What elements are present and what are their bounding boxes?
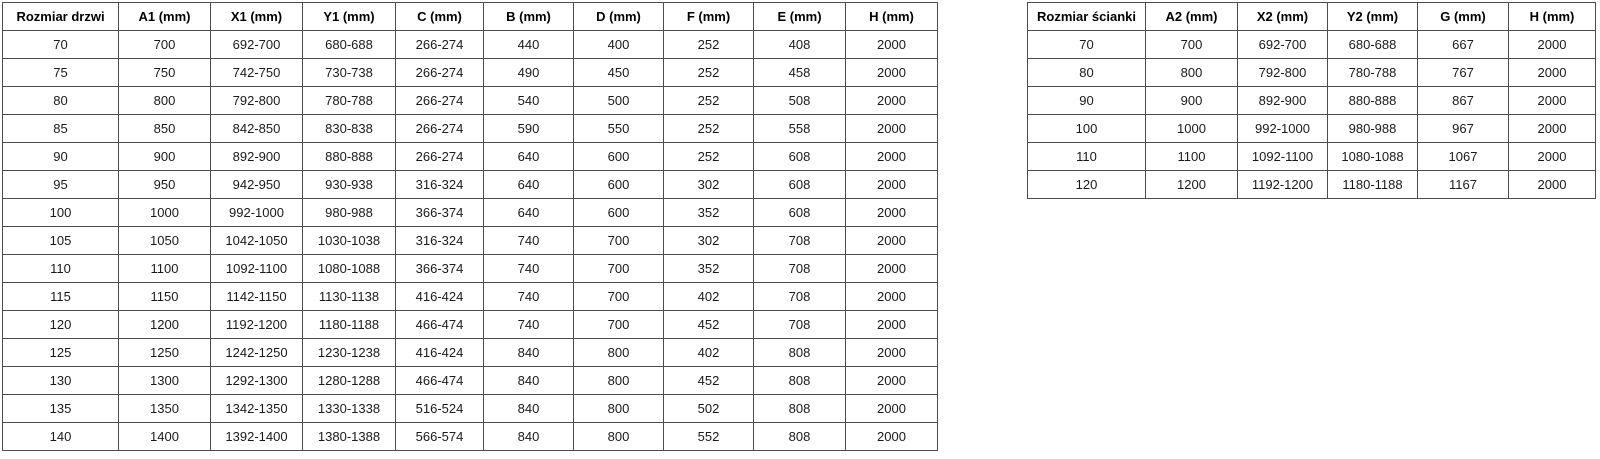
table-row — [3, 31, 938, 59]
table-cell: 1067 — [1418, 143, 1509, 171]
table-cell: 352 — [664, 255, 754, 283]
table-cell: 1400 — [119, 423, 211, 451]
table-cell: 1242-1250 — [211, 339, 303, 367]
table-cell: 502 — [664, 395, 754, 423]
table-row — [3, 423, 938, 451]
table-cell: 500 — [574, 87, 664, 115]
table-cell: 366-374 — [396, 199, 484, 227]
table-cell: 700 — [574, 255, 664, 283]
table-cell: 842-850 — [211, 115, 303, 143]
table-cell: 2000 — [846, 227, 938, 255]
table-cell: 252 — [664, 143, 754, 171]
header-cell: X2 (mm) — [1238, 3, 1328, 31]
table-cell: 1142-1150 — [211, 283, 303, 311]
table-row — [3, 199, 938, 227]
header-cell: H (mm) — [846, 3, 938, 31]
table-cell: 800 — [119, 87, 211, 115]
header-cell: H (mm) — [1509, 3, 1596, 31]
table-cell: 352 — [664, 199, 754, 227]
table-cell: 266-274 — [396, 115, 484, 143]
table-cell: 1330-1338 — [303, 395, 396, 423]
table-cell: 490 — [484, 59, 574, 87]
table-cell: 992-1000 — [211, 199, 303, 227]
table-cell: 900 — [119, 143, 211, 171]
table-cell: 120 — [1028, 171, 1146, 199]
table-cell: 1230-1238 — [303, 339, 396, 367]
table-cell: 130 — [3, 367, 119, 395]
table-row — [3, 59, 938, 87]
header-cell: D (mm) — [574, 3, 664, 31]
table-cell: 930-938 — [303, 171, 396, 199]
table-cell: 110 — [1028, 143, 1146, 171]
header-cell: G (mm) — [1418, 3, 1509, 31]
table-cell: 740 — [484, 227, 574, 255]
table-cell: 692-700 — [211, 31, 303, 59]
table-cell: 1080-1088 — [1328, 143, 1418, 171]
table-cell: 1380-1388 — [303, 423, 396, 451]
table-cell: 1167 — [1418, 171, 1509, 199]
table-cell: 2000 — [1509, 87, 1596, 115]
table-cell: 980-988 — [303, 199, 396, 227]
header-cell: Rozmiar ścianki — [1028, 3, 1146, 31]
table-cell: 416-424 — [396, 283, 484, 311]
table-cell: 450 — [574, 59, 664, 87]
table-cell: 1150 — [119, 283, 211, 311]
table-cell: 302 — [664, 171, 754, 199]
table-cell: 2000 — [846, 171, 938, 199]
table-cell: 1192-1200 — [211, 311, 303, 339]
table-cell: 767 — [1418, 59, 1509, 87]
table-cell: 750 — [119, 59, 211, 87]
table-cell: 2000 — [1509, 31, 1596, 59]
table-cell: 600 — [574, 143, 664, 171]
table-cell: 780-788 — [303, 87, 396, 115]
table-cell: 316-324 — [396, 171, 484, 199]
table-cell: 1180-1188 — [303, 311, 396, 339]
table-cell: 800 — [574, 367, 664, 395]
wall-dimensions-table — [1027, 2, 1596, 199]
table-cell: 708 — [754, 255, 846, 283]
table-cell: 608 — [754, 143, 846, 171]
table-cell: 600 — [574, 171, 664, 199]
table-cell: 252 — [664, 59, 754, 87]
wall-table-body — [1028, 31, 1596, 199]
table-cell: 700 — [119, 31, 211, 59]
table-cell: 740 — [484, 255, 574, 283]
table-cell: 1200 — [119, 311, 211, 339]
table-cell: 2000 — [1509, 143, 1596, 171]
table-cell: 708 — [754, 227, 846, 255]
table-cell: 90 — [1028, 87, 1146, 115]
table-cell: 1092-1100 — [211, 255, 303, 283]
table-cell: 266-274 — [396, 31, 484, 59]
table-cell: 840 — [484, 367, 574, 395]
table-cell: 640 — [484, 143, 574, 171]
door-dimensions-table — [2, 2, 938, 451]
table-cell: 105 — [3, 227, 119, 255]
table-cell: 667 — [1418, 31, 1509, 59]
table-cell: 792-800 — [211, 87, 303, 115]
table-cell: 402 — [664, 339, 754, 367]
table-row — [1028, 143, 1596, 171]
table-cell: 1092-1100 — [1238, 143, 1328, 171]
table-cell: 2000 — [846, 283, 938, 311]
table-cell: 90 — [3, 143, 119, 171]
table-cell: 608 — [754, 171, 846, 199]
table-cell: 1350 — [119, 395, 211, 423]
table-row — [3, 367, 938, 395]
table-cell: 416-424 — [396, 339, 484, 367]
table-cell: 452 — [664, 311, 754, 339]
table-cell: 700 — [1146, 31, 1238, 59]
table-cell: 95 — [3, 171, 119, 199]
table-row — [3, 115, 938, 143]
table-cell: 2000 — [1509, 59, 1596, 87]
table-cell: 540 — [484, 87, 574, 115]
table-cell: 466-474 — [396, 311, 484, 339]
table-cell: 366-374 — [396, 255, 484, 283]
table-row — [3, 395, 938, 423]
table-cell: 800 — [574, 423, 664, 451]
table-cell: 400 — [574, 31, 664, 59]
table-cell: 680-688 — [1328, 31, 1418, 59]
table-cell: 2000 — [846, 143, 938, 171]
table-cell: 115 — [3, 283, 119, 311]
table-cell: 800 — [574, 395, 664, 423]
table-cell: 900 — [1146, 87, 1238, 115]
table-cell: 558 — [754, 115, 846, 143]
table-cell: 1200 — [1146, 171, 1238, 199]
table-cell: 792-800 — [1238, 59, 1328, 87]
table-cell: 2000 — [846, 423, 938, 451]
table-cell: 70 — [3, 31, 119, 59]
table-cell: 566-574 — [396, 423, 484, 451]
table-row — [1028, 31, 1596, 59]
table-cell: 2000 — [846, 87, 938, 115]
table-cell: 880-888 — [303, 143, 396, 171]
table-row — [1028, 115, 1596, 143]
table-cell: 700 — [574, 227, 664, 255]
table-cell: 708 — [754, 311, 846, 339]
table-cell: 1000 — [119, 199, 211, 227]
table-cell: 1250 — [119, 339, 211, 367]
wall-table-header-row — [1028, 3, 1596, 31]
table-cell: 1130-1138 — [303, 283, 396, 311]
table-cell: 608 — [754, 199, 846, 227]
table-cell: 508 — [754, 87, 846, 115]
table-cell: 302 — [664, 227, 754, 255]
table-cell: 2000 — [1509, 115, 1596, 143]
header-cell: E (mm) — [754, 3, 846, 31]
table-cell: 800 — [574, 339, 664, 367]
table-cell: 1300 — [119, 367, 211, 395]
table-cell: 2000 — [846, 395, 938, 423]
table-cell: 950 — [119, 171, 211, 199]
table-cell: 140 — [3, 423, 119, 451]
header-cell: F (mm) — [664, 3, 754, 31]
table-cell: 100 — [1028, 115, 1146, 143]
table-cell: 135 — [3, 395, 119, 423]
table-cell: 942-950 — [211, 171, 303, 199]
table-cell: 880-888 — [1328, 87, 1418, 115]
table-cell: 110 — [3, 255, 119, 283]
table-cell: 808 — [754, 339, 846, 367]
table-cell: 1042-1050 — [211, 227, 303, 255]
table-row — [1028, 59, 1596, 87]
header-cell: Y2 (mm) — [1328, 3, 1418, 31]
table-cell: 992-1000 — [1238, 115, 1328, 143]
table-cell: 800 — [1146, 59, 1238, 87]
table-cell: 1050 — [119, 227, 211, 255]
table-cell: 2000 — [846, 339, 938, 367]
table-cell: 2000 — [846, 115, 938, 143]
table-cell: 808 — [754, 423, 846, 451]
table-cell: 808 — [754, 367, 846, 395]
table-cell: 2000 — [846, 367, 938, 395]
table-cell: 1342-1350 — [211, 395, 303, 423]
table-cell: 850 — [119, 115, 211, 143]
table-cell: 867 — [1418, 87, 1509, 115]
table-cell: 70 — [1028, 31, 1146, 59]
table-cell: 2000 — [846, 199, 938, 227]
table-cell: 740 — [484, 283, 574, 311]
table-cell: 402 — [664, 283, 754, 311]
table-cell: 408 — [754, 31, 846, 59]
table-row — [3, 255, 938, 283]
table-cell: 892-900 — [211, 143, 303, 171]
header-cell: Y1 (mm) — [303, 3, 396, 31]
table-cell: 840 — [484, 423, 574, 451]
table-cell: 80 — [3, 87, 119, 115]
table-cell: 1192-1200 — [1238, 171, 1328, 199]
table-cell: 780-788 — [1328, 59, 1418, 87]
table-cell: 840 — [484, 395, 574, 423]
table-cell: 1030-1038 — [303, 227, 396, 255]
table-row — [3, 227, 938, 255]
table-cell: 640 — [484, 199, 574, 227]
table-cell: 840 — [484, 339, 574, 367]
table-cell: 1080-1088 — [303, 255, 396, 283]
header-cell: B (mm) — [484, 3, 574, 31]
table-cell: 700 — [574, 311, 664, 339]
table-cell: 1100 — [1146, 143, 1238, 171]
table-cell: 2000 — [846, 311, 938, 339]
door-table-body — [3, 31, 938, 451]
table-cell: 740 — [484, 311, 574, 339]
table-cell: 1280-1288 — [303, 367, 396, 395]
table-cell: 440 — [484, 31, 574, 59]
header-cell: A1 (mm) — [119, 3, 211, 31]
table-cell: 808 — [754, 395, 846, 423]
table-cell: 266-274 — [396, 87, 484, 115]
table-cell: 2000 — [1509, 171, 1596, 199]
table-cell: 830-838 — [303, 115, 396, 143]
header-cell: C (mm) — [396, 3, 484, 31]
table-cell: 700 — [574, 283, 664, 311]
table-cell: 516-524 — [396, 395, 484, 423]
table-row — [3, 171, 938, 199]
table-row — [1028, 87, 1596, 115]
table-cell: 640 — [484, 171, 574, 199]
table-cell: 1000 — [1146, 115, 1238, 143]
table-cell: 590 — [484, 115, 574, 143]
table-cell: 75 — [3, 59, 119, 87]
table-cell: 980-988 — [1328, 115, 1418, 143]
table-cell: 552 — [664, 423, 754, 451]
table-cell: 266-274 — [396, 59, 484, 87]
header-cell: A2 (mm) — [1146, 3, 1238, 31]
header-cell: X1 (mm) — [211, 3, 303, 31]
table-cell: 1180-1188 — [1328, 171, 1418, 199]
table-cell: 452 — [664, 367, 754, 395]
table-cell: 466-474 — [396, 367, 484, 395]
table-cell: 125 — [3, 339, 119, 367]
header-cell: Rozmiar drzwi — [3, 3, 119, 31]
table-cell: 1100 — [119, 255, 211, 283]
table-cell: 100 — [3, 199, 119, 227]
table-cell: 730-738 — [303, 59, 396, 87]
table-cell: 2000 — [846, 31, 938, 59]
table-cell: 120 — [3, 311, 119, 339]
table-cell: 252 — [664, 115, 754, 143]
table-cell: 458 — [754, 59, 846, 87]
table-cell: 252 — [664, 87, 754, 115]
table-row — [3, 311, 938, 339]
table-cell: 680-688 — [303, 31, 396, 59]
table-cell: 266-274 — [396, 143, 484, 171]
table-cell: 85 — [3, 115, 119, 143]
table-cell: 708 — [754, 283, 846, 311]
table-cell: 316-324 — [396, 227, 484, 255]
table-cell: 892-900 — [1238, 87, 1328, 115]
table-row — [3, 143, 938, 171]
table-cell: 1392-1400 — [211, 423, 303, 451]
table-cell: 252 — [664, 31, 754, 59]
table-row — [3, 87, 938, 115]
table-cell: 2000 — [846, 59, 938, 87]
table-cell: 692-700 — [1238, 31, 1328, 59]
table-row — [1028, 171, 1596, 199]
table-row — [3, 339, 938, 367]
table-cell: 1292-1300 — [211, 367, 303, 395]
table-cell: 967 — [1418, 115, 1509, 143]
table-cell: 80 — [1028, 59, 1146, 87]
table-cell: 550 — [574, 115, 664, 143]
table-cell: 600 — [574, 199, 664, 227]
table-cell: 742-750 — [211, 59, 303, 87]
table-cell: 2000 — [846, 255, 938, 283]
door-table-header-row — [3, 3, 938, 31]
table-row — [3, 283, 938, 311]
